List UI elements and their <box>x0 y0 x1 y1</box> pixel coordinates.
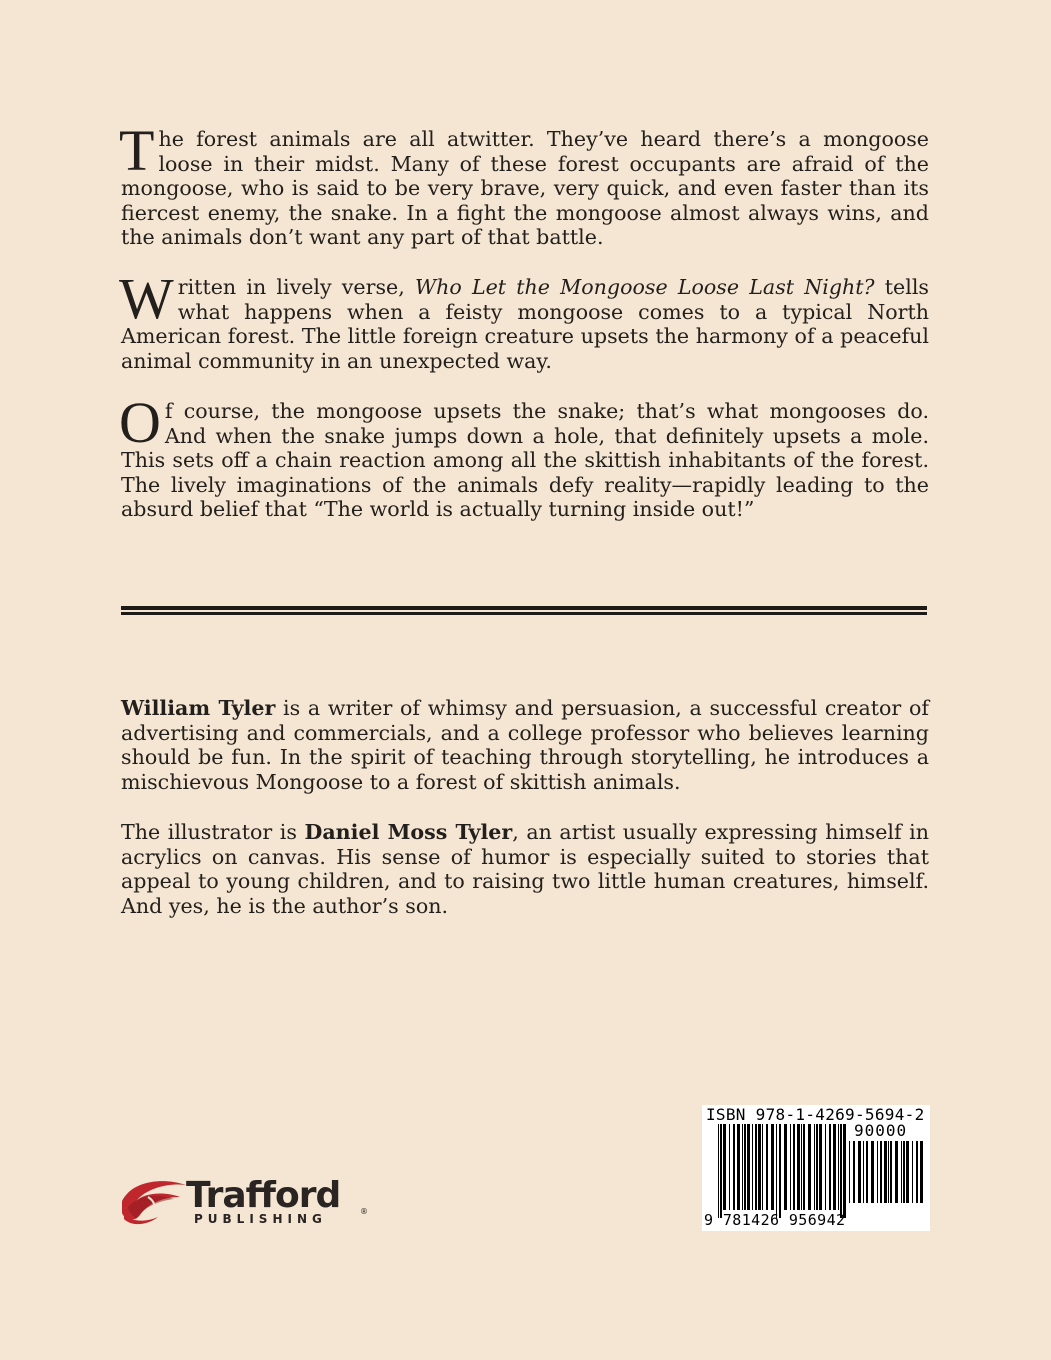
barcode-bar <box>733 1124 735 1210</box>
barcode-bar <box>762 1124 763 1210</box>
isbn-number: ISBN 978-1-4269-5694-2 <box>706 1105 925 1124</box>
barcode-bar <box>797 1124 800 1210</box>
price-code: 90000 <box>854 1121 908 1140</box>
barcode-bar <box>866 1141 868 1203</box>
barcode-bar <box>737 1124 740 1210</box>
barcode-bar <box>895 1141 898 1203</box>
author-name: William Tyler <box>121 696 276 720</box>
divider-rule <box>121 606 927 610</box>
barcode-bar <box>814 1124 815 1210</box>
barcode-bar <box>720 1124 722 1218</box>
barcode-bar <box>801 1124 802 1210</box>
author-bio <box>121 696 929 794</box>
barcode-bar <box>884 1141 887 1203</box>
barcode-bar <box>871 1141 874 1203</box>
barcode-bar <box>833 1124 836 1210</box>
barcode-bar <box>779 1124 781 1218</box>
barcode-bar <box>843 1124 846 1218</box>
barcode-bar <box>718 1124 719 1218</box>
blurb-paragraph-3 <box>119 390 929 522</box>
paragraph-text: he forest animals are all atwitter. They’ve heard there’s a mongoose loose in their midst. Many of these forest occupants are afraid of the mongoose, who is said to be very brave, very quick, and even faster than its fiercest enemy, the snake. In a fight the mongoose almost always wins, and the animals don’t want any part of that battle. <box>121 127 929 250</box>
barcode-bar <box>747 1124 750 1210</box>
paragraph-text: ritten in lively verse, <box>177 275 415 299</box>
barcode-bar <box>793 1124 795 1210</box>
paragraph-text: f course, the mongoose upsets the snake; that’s what mongooses do. And when the snake jumps down a hole, that definitely upsets a mole. This sets off a chain reaction among all the skittish inhabitants of the forest. The lively imaginations of the animals defy reality—rapidly leading to the absurd belief that “The world is actually turning inside out!” <box>121 399 929 522</box>
barcode-bar <box>877 1141 878 1203</box>
barcode-bar <box>825 1124 826 1210</box>
addon-bars <box>849 1141 925 1211</box>
barcode-bar <box>790 1124 791 1210</box>
drop-cap: T <box>119 118 155 183</box>
illustrator-bio <box>121 820 929 918</box>
publisher-name: Trafford <box>186 1175 341 1216</box>
barcode-bar <box>758 1124 761 1210</box>
drop-cap: O <box>119 390 161 455</box>
trafford-swoosh-icon <box>118 1175 190 1231</box>
barcode-bar <box>819 1124 822 1210</box>
barcode-bar <box>890 1141 892 1203</box>
barcode-bar <box>912 1141 913 1203</box>
book-title: Who Let the Mongoose Loose Last Night? <box>414 275 875 299</box>
ean-digits: 9 781426 956942 <box>704 1211 846 1229</box>
barcode-bar <box>849 1141 850 1203</box>
barcode-bar <box>840 1124 842 1218</box>
barcode-bar <box>853 1141 855 1203</box>
isbn-barcode <box>702 1105 930 1231</box>
blurb-paragraph-1 <box>119 118 929 250</box>
barcode-bar <box>744 1124 746 1210</box>
barcode-bar <box>723 1124 726 1210</box>
barcode-bar <box>771 1124 774 1210</box>
barcode-bar <box>803 1124 805 1210</box>
registered-mark: ® <box>360 1207 368 1216</box>
bio-text: is a writer of whimsy and persuasion, a successful creator of advertising and commercials, and a college professor who believes learning should be fun. In the spirit of teaching through storytelling, he introduces a mischievous Mongoose to a forest of skittish animals. <box>121 696 929 794</box>
barcode-bar <box>916 1141 918 1203</box>
illustrator-name: Daniel Moss Tyler <box>304 820 513 844</box>
barcode-bar <box>816 1124 818 1210</box>
barcode-bar <box>901 1141 902 1203</box>
barcode-bar <box>888 1141 889 1203</box>
divider-rule <box>121 612 927 615</box>
publisher-subtitle: PUBLISHING <box>194 1212 327 1226</box>
barcode-bar <box>755 1124 757 1210</box>
publisher-logo <box>118 1175 378 1235</box>
ean-bars <box>718 1124 846 1218</box>
barcode-bar <box>920 1141 923 1203</box>
barcode-bar <box>742 1124 743 1210</box>
barcode-bar <box>729 1124 730 1210</box>
barcode-bar <box>880 1141 882 1203</box>
bio-text: , an artist usually expressing himself in acrylics on canvas. His sense of humor is especially suited to stories that appeal to young children, and to raising two little human creatures, himself. And yes, he is the author’s son. <box>121 820 929 918</box>
barcode-bar <box>903 1141 905 1203</box>
barcode-bar <box>784 1124 787 1210</box>
barcode-bar <box>752 1124 753 1210</box>
barcode-bar <box>829 1124 831 1210</box>
drop-cap: W <box>119 266 174 331</box>
barcode-bar <box>808 1124 811 1210</box>
barcode-bar <box>906 1141 909 1203</box>
paragraph-text: tells what happens when a feisty mongoose comes to a typical North American forest. The little foreign creature upsets the harmony of a peaceful animal community in an unexpected way. <box>121 275 929 373</box>
barcode-bar <box>863 1141 864 1203</box>
barcode-bar <box>776 1124 777 1218</box>
barcode-bar <box>766 1124 768 1210</box>
barcode-bar <box>838 1124 839 1210</box>
blurb-paragraph-2 <box>119 266 929 373</box>
barcode-bar <box>858 1141 861 1203</box>
bio-text: The illustrator is <box>121 820 305 844</box>
